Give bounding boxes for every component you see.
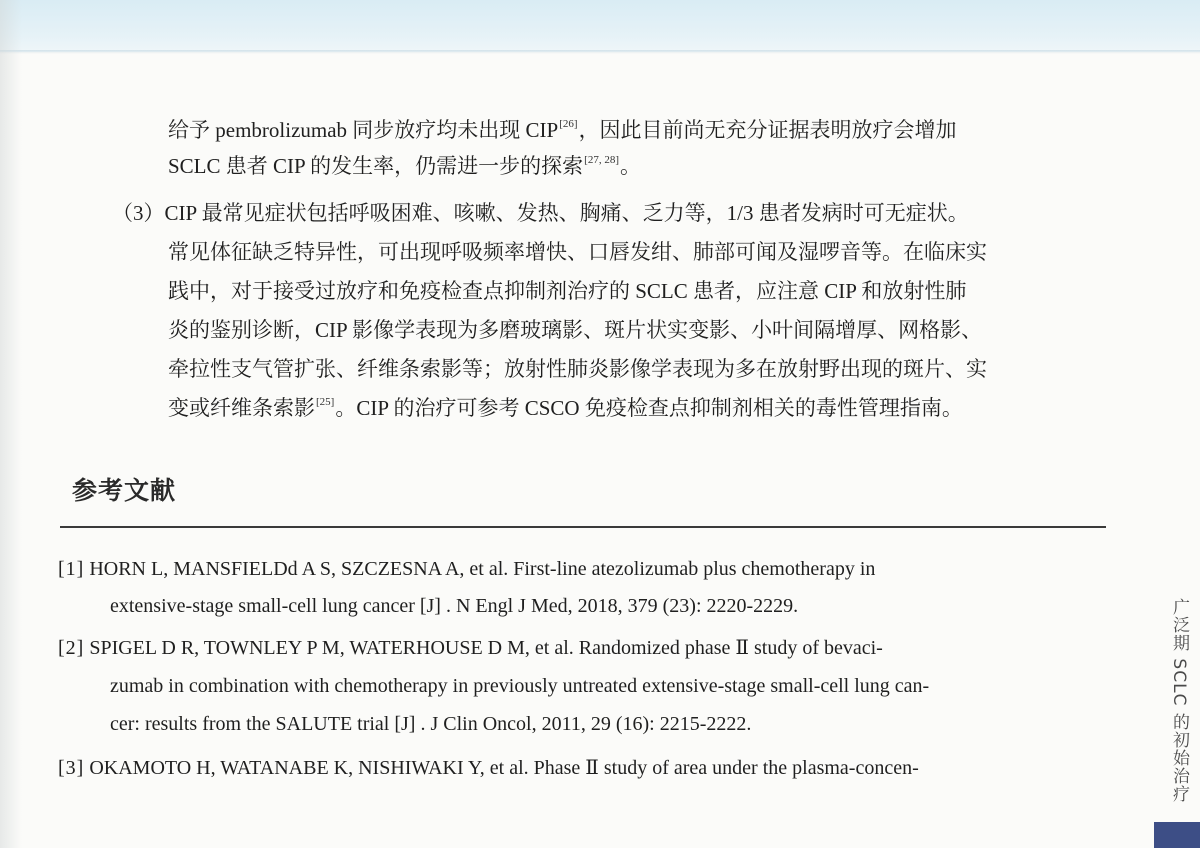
reference-text: OKAMOTO H, WATANABE K, NISHIWAKI Y, et al. Phase Ⅱ study of area under the plasma-concen-: [89, 757, 919, 779]
text-span: 变或纤维条索影: [168, 396, 315, 420]
references-divider: [60, 526, 1106, 528]
paragraph-2-line-6: [168, 390, 963, 426]
references-heading: 参考文献: [72, 476, 177, 505]
citation-marker: [26]: [559, 118, 578, 130]
reference-text: HORN L, MANSFIELDd A S, SZCZESNA A, et al. First-line atezolizumab plus chemotherapy in: [89, 558, 876, 580]
paragraph-2-line-1: （3）CIP 最常见症状包括呼吸困难、咳嗽、发热、胸痛、乏力等，1/3 患者发病时可无症状。: [112, 201, 969, 225]
reference-2-line-3: cer: results from the SALUTE trial [J] . J Clin Oncol, 2011, 29 (16): 2215-2222.: [110, 713, 752, 735]
reference-number: [3]: [58, 757, 85, 779]
paragraph-2-line-5: 牵拉性支气管扩张、纤维条索影等；放射性肺炎影像学表现为多在放射野出现的斑片、实: [168, 357, 987, 381]
text-span: ，因此目前尚无充分证据表明放疗会增加: [578, 118, 957, 142]
text-span: 。: [620, 154, 641, 178]
reference-1-line-2: extensive-stage small-cell lung cancer [J] . N Engl J Med, 2018, 379 (23): 2220-2229.: [110, 595, 799, 617]
citation-marker: [27, 28]: [584, 154, 619, 166]
chapter-color-block: [1154, 822, 1200, 848]
paragraph-2-line-4: 炎的鉴别诊断，CIP 影像学表现为多磨玻璃影、斑片状实变影、小叶间隔增厚、网格影、: [168, 318, 983, 342]
citation-marker: [25]: [316, 396, 335, 408]
header-band-shadow: [0, 50, 1200, 54]
text-span: 。CIP 的治疗可参考 CSCO 免疫检查点抑制剂相关的毒性管理指南。: [335, 396, 963, 420]
text-span: 给予 pembrolizumab 同步放疗均未出现 CIP: [168, 118, 559, 142]
reference-text: SPIGEL D R, TOWNLEY P M, WATERHOUSE D M, et al. Randomized phase Ⅱ study of bevaci-: [89, 637, 883, 659]
reference-1-line-1: [58, 558, 875, 581]
reference-2-line-2: zumab in combination with chemotherapy in previously untreated extensive-stage small-cell lung can-: [110, 675, 930, 697]
page-gutter-shadow: [0, 0, 22, 848]
reference-2-line-1: [58, 635, 883, 660]
chapter-side-tab: 广泛期 SCLC 的初始治疗: [1169, 598, 1189, 803]
reference-number: [2]: [58, 637, 85, 659]
header-band: [0, 0, 1200, 52]
reference-3-line-1: [58, 755, 919, 780]
paragraph-1-line-2: [168, 148, 641, 184]
text-span: SCLC 患者 CIP 的发生率，仍需进一步的探索: [168, 154, 584, 178]
reference-number: [1]: [58, 558, 85, 580]
paragraph-2-line-3: 践中，对于接受过放疗和免疫检查点抑制剂治疗的 SCLC 患者，应注意 CIP 和放射性肺: [168, 279, 967, 303]
paragraph-1-line-1: [168, 112, 957, 148]
paragraph-2-line-2: 常见体征缺乏特异性，可出现呼吸频率增快、口唇发绀、肺部可闻及湿啰音等。在临床实: [168, 240, 987, 264]
